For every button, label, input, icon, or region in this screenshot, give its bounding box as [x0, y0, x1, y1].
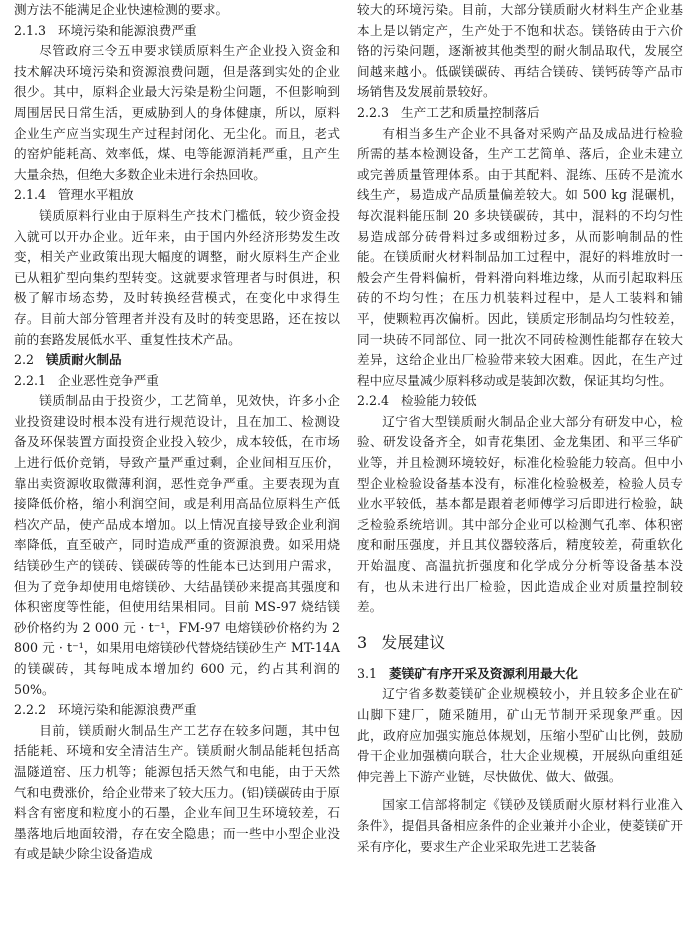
section-heading-2-1-3	[14, 21, 340, 42]
section-number: 3	[357, 632, 368, 652]
section-number: 2.1.4	[14, 187, 47, 203]
section-heading-2-2-3	[357, 103, 683, 124]
paragraph: 辽宁省大型镁质耐火制品企业大部分有研发中心，检验、研发设备齐全，如青花集团、金龙集团、和平三华矿业等，并且检测环境较好，标准化检验能力较高。但中小型企业检验设备基本没有，标准化检验极差，检验人员专业水平较低，基本都是跟着老师傅学习后即进行检验，缺乏检验系统培训。其中部分企业可以检测气孔率、体积密度和耐压强度，并且其仪器较落后，精度较差，荷重软化开始温度、高温抗折强度和化学成分分析等设备基本没有，也从未进行出厂检验，因此造成企业对质量控制较差。	[357, 413, 683, 615]
section-number: 2.2.3	[357, 104, 390, 120]
paragraph: 辽宁省多数菱镁矿企业规模较小，并且较多企业在矿山脚下建厂，随采随用，矿山无节制开采现象严重。因此，政府应加强实施总体规划，压缩小型矿山比例，鼓励骨干企业加强横向联合，壮大企业规模，开展纵向重组延伸完善上下游产业链，尽快做优、做大、做强。	[357, 686, 683, 784]
section-title: 检验能力较低	[401, 393, 477, 409]
paragraph: 镁质原料行业由于原料生产技术门槛低，较少资金投入就可以开办企业。近年来，由于国内外经济形势发生改变，相关产业政策出现大幅度的调整，耐火原料生产企业已从粗犷型向集约型转变。这就要求管理者与时俱进，积极了解市场态势，及时转换经营模式，在变化中求得生存。目前大部分管理者并没有及时的转变思路，还在按以前的套路发展低水平、重复性技术产品。	[14, 207, 340, 347]
section-title: 菱镁矿有序开采及资源利用最大化	[389, 665, 578, 681]
section-heading-3-1	[357, 664, 683, 685]
paragraph: 国家工信部将制定《镁砂及镁质耐火原材料行业准入条件》，提倡具备相应条件的企业兼并小企业，使菱镁矿开采有序化，要求生产企业采取先进工艺装备	[357, 797, 683, 854]
section-title: 环境污染和能源浪费严重	[58, 702, 197, 718]
section-heading-2-2-2	[14, 700, 340, 721]
section-title: 镁质耐火制品	[46, 352, 122, 368]
section-title: 环境污染和能源浪费严重	[58, 22, 197, 38]
section-heading-2-2-1	[14, 371, 340, 392]
paragraph-gap	[357, 787, 683, 795]
section-heading-2-2-4	[357, 391, 683, 412]
section-number: 2.2	[14, 352, 35, 368]
section-title: 生产工艺和质量控制落后	[401, 104, 540, 120]
paragraph: 测方法不能满足企业快速检测的要求。	[14, 2, 229, 17]
right-column	[357, 0, 683, 857]
paragraph: 较大的环境污染。目前，大部分镁质耐火材料生产企业基本上是以销定产，生产处于不饱和状态。镁铬砖由于六价铬的污染问题，逐渐被其他类型的耐火制品取代，发展空间越来越小。低碳镁碳砖、再结合镁砖、镁钙砖等产品市场销售及发展前景较好。	[357, 2, 683, 100]
paragraph: 目前，镁质耐火制品生产工艺存在较多问题，其中包括能耗、环境和安全清洁生产。镁质耐火制品能耗包括高温隧道窑、压力机等；能源包括天然气和电能，由于天然气和电费涨价，给企业带来了较大压力。(铝)镁碳砖由于原料含有密度和粒度小的石墨，企业车间卫生环境较差，石墨落地后地面较滑，存在安全隐患；而一些中小型企业没有或是缺少除尘设备造成	[14, 722, 340, 862]
section-number: 2.2.4	[357, 393, 390, 409]
paragraph: 有相当多生产企业不具备对采购产品及成品进行检验所需的基本检测设备，生产工艺简单、落后，企业未建立或完善质量管理体系。由于其配料、混练、压砖不是流水线生产，易造成产品质量偏差较大。如 500 kg 混碾机，每次混料能压制 20 多块镁碳砖，其中，混料的不均匀性易造成部分砖骨料过多或细粉过多，从而影响制品的性能。在镁质耐火材料制品加工过程中，混好的料堆放时一般会产生骨料偏析，骨料滑向料堆边缘，从而引起取料压砖的不均匀性；在压力机装料过程中，是人工装料和铺平，使颗粒再次偏析。因此，镁质定形制品均匀性较差，同一块砖不同部位、同一批次不同砖检测性能都存在较大差异，这给企业出厂检验带来较大困难。因此，在生产过程中应尽量减少原料移动或是装卸次数，保证其均匀性。	[357, 125, 683, 388]
section-title: 发展建议	[381, 632, 446, 652]
section-heading-2-1-4	[14, 185, 340, 206]
section-number: 2.2.2	[14, 702, 47, 718]
section-heading-2-2	[14, 350, 340, 371]
section-title: 企业恶性竞争严重	[58, 372, 159, 388]
section-heading-3	[357, 632, 683, 654]
section-number: 2.2.1	[14, 372, 47, 388]
section-title: 管理水平粗放	[58, 187, 134, 203]
left-column	[14, 0, 340, 865]
section-number: 3.1	[357, 665, 378, 681]
section-number: 2.1.3	[14, 22, 47, 38]
paragraph: 镁质制品由于投资少，工艺简单，见效快，许多小企业投资建设时根本没有进行规范设计，且在加工、检测设备及环保装置方面投资企业投入较少，成本较低，在市场上进行低价竞销，导致产量严重过剩，企业间相互压价，靠出卖资源收取微薄利润，恶性竞争严重。主要表现为直接降低价格，缩小利润空间，或是利用高品位原料生产低档次产品，使产品成本增加。以上情况直接导致企业利润率降低，直至破产，同时造成严重的资源浪费。如采用烧结镁砂生产的镁砖、镁碳砖等的性能本已达到用户需求，但为了竞争却使用电熔镁砂、大结晶镁砂来提高其强度和体积密度等性能，但使用结果相同。目前 MS-97 烧结镁砂价格约为 2 000 元 · t⁻¹，FM-97 电熔镁砂价格约为 2 800 元 · t⁻¹，如果用电熔镁砂代替烧结镁砂生产 MT-14A 的镁碳砖，其每吨成本增加约 600 元，约占其利润的 50%。	[14, 393, 340, 697]
paragraph: 尽管政府三令五申要求镁质原料生产企业投入资金和技术解决环境污染和资源浪费问题，但是落到实处的企业很少。其中，原料企业最大污染是粉尘问题，不但影响到周围居民日常生活，更威胁到人的身体健康，所以，原料企业生产应当实现生产过程封闭化、无尘化。而且，老式的窑炉能耗高、效率低，煤、电等能源消耗严重，且产生大量余热，但绝大多数企业未进行余热回收。	[14, 43, 340, 182]
